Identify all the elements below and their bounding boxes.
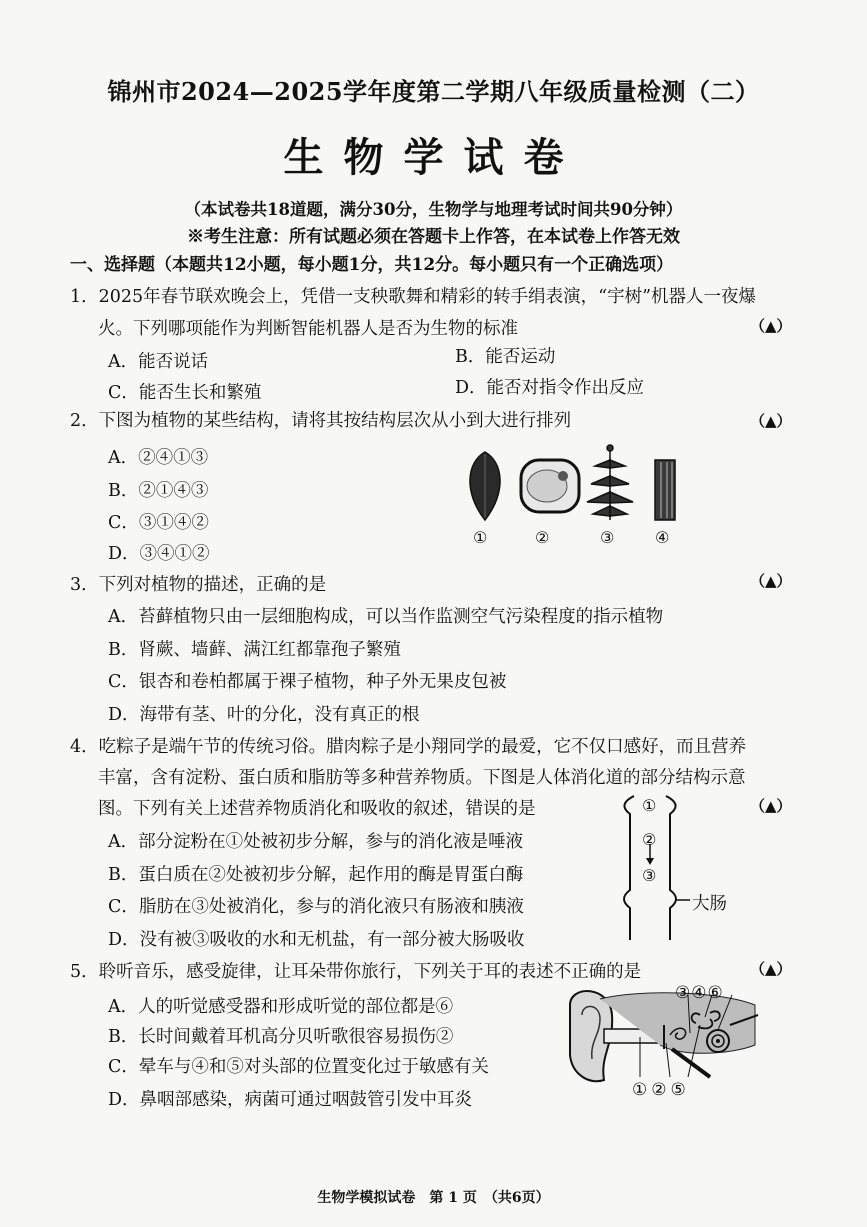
q5-answer-mark: （▲） (750, 960, 792, 978)
q2-option-d: D．③④①② (108, 544, 210, 564)
plant-label-4: ④ (655, 528, 670, 547)
q5-stem: 5．聆听音乐，感受旋律，让耳朵带你旅行，下列关于耳的表述不正确的是 (70, 962, 642, 982)
q4-stem-line2: 丰富，含有淀粉、蛋白质和脂肪等多种营养物质。下图是人体消化道的部分结构示意 (98, 768, 746, 788)
tissue-drawing (655, 460, 675, 520)
plant-label-3: ③ (600, 528, 615, 547)
q4-option-c: C．脂肪在③处被消化，参与的消化液只有肠液和胰液 (108, 897, 524, 917)
q2-option-b: B．②①④③ (108, 481, 209, 501)
q1-option-b: B．能否运动 (455, 347, 556, 367)
leaf-organ-drawing (470, 452, 500, 520)
plant-label-1: ① (473, 528, 488, 547)
q2-stem: 2．下图为植物的某些结构，请将其按结构层次从小到大进行排列 (70, 411, 572, 431)
tract-label-1: ① (642, 796, 657, 815)
tract-label-large-intestine: 大肠 (692, 894, 727, 914)
q5-option-d: D．鼻咽部感染，病菌可通过咽鼓管引发中耳炎 (108, 1090, 473, 1110)
q3-option-d: D．海带有茎、叶的分化，没有真正的根 (108, 705, 420, 725)
plant-structures-figure (455, 440, 695, 525)
q5-option-b: B．长时间戴着耳机高分贝听歌很容易损伤② (108, 1027, 454, 1047)
q3-option-b: B．肾蕨、墙藓、满江红都靠孢子繁殖 (108, 640, 401, 660)
q3-option-c: C．银杏和卷柏都属于裸子植物，种子外无果皮包被 (108, 672, 507, 692)
q5-option-a: A．人的听觉感受器和形成听觉的部位都是⑥ (108, 997, 454, 1017)
q5-option-c: C．晕车与④和⑤对头部的位置变化过于敏感有关 (108, 1057, 489, 1077)
q3-option-a: A．苔藓植物只由一层细胞构成，可以当作监测空气污染程度的指示植物 (108, 607, 664, 627)
q4-answer-mark: （▲） (750, 797, 792, 815)
q4-option-b: B．蛋白质在②处被初步分解，起作用的酶是胃蛋白酶 (108, 865, 524, 885)
exam-title: 锦州市2024—2025学年度第二学期八年级质量检测（二） (107, 77, 760, 106)
q1-stem-line1: 1．2025年春节联欢晚会上，凭借一支秧歌舞和精彩的转手绢表演，“宇树”机器人一夜爆 (70, 287, 757, 307)
whole-plant-drawing (587, 445, 633, 520)
page-footer: 生物学模拟试卷 第 1 页 （共6页） (317, 1190, 550, 1206)
q4-stem-line3: 图。下列有关上述营养物质消化和吸收的叙述，错误的是 (98, 799, 536, 819)
q3-stem: 3．下列对植物的描述，正确的是 (70, 575, 327, 595)
cell-drawing (521, 460, 579, 512)
ear-labels-top: ③④⑥ (675, 983, 724, 1003)
subject-title: 生物学试卷 (283, 134, 584, 181)
q4-option-d: D．没有被③吸收的水和无机盐，有一部分被大肠吸收 (108, 930, 525, 950)
plant-label-2: ② (535, 528, 550, 547)
exam-warning: ※考生注意：所有试题必须在答题卡上作答，在本试卷上作答无效 (187, 227, 680, 247)
q1-option-a: A．能否说话 (108, 352, 209, 372)
q4-stem-line1: 4．吃粽子是端午节的传统习俗。腊肉粽子是小翔同学的最爱，它不仅口感好，而且营养 (70, 737, 747, 757)
q2-answer-mark: （▲） (750, 412, 792, 430)
tract-label-2: ② (642, 830, 657, 849)
ear-anatomy-figure (560, 985, 760, 1090)
q2-option-a: A．②④①③ (108, 448, 209, 468)
q4-option-a: A．部分淀粉在①处被初步分解，参与的消化液是唾液 (108, 832, 524, 852)
q1-answer-mark: （▲） (750, 317, 792, 335)
tract-label-3: ③ (642, 866, 657, 885)
q3-answer-mark: （▲） (750, 572, 792, 590)
q2-option-c: C．③①④② (108, 513, 209, 533)
q1-option-d: D．能否对指令作出反应 (455, 378, 645, 398)
exam-note: （本试卷共18道题，满分30分，生物学与地理考试时间共90分钟） (184, 200, 683, 219)
q1-stem-line2: 火。下列哪项能作为判断智能机器人是否为生物的标准 (98, 319, 518, 339)
section-heading: 一、选择题（本题共12小题，每小题1分，共12分。每小题只有一个正确选项） (70, 255, 674, 275)
ear-labels-bottom: ①②⑤ (632, 1080, 690, 1100)
q1-option-c: C．能否生长和繁殖 (108, 383, 262, 403)
